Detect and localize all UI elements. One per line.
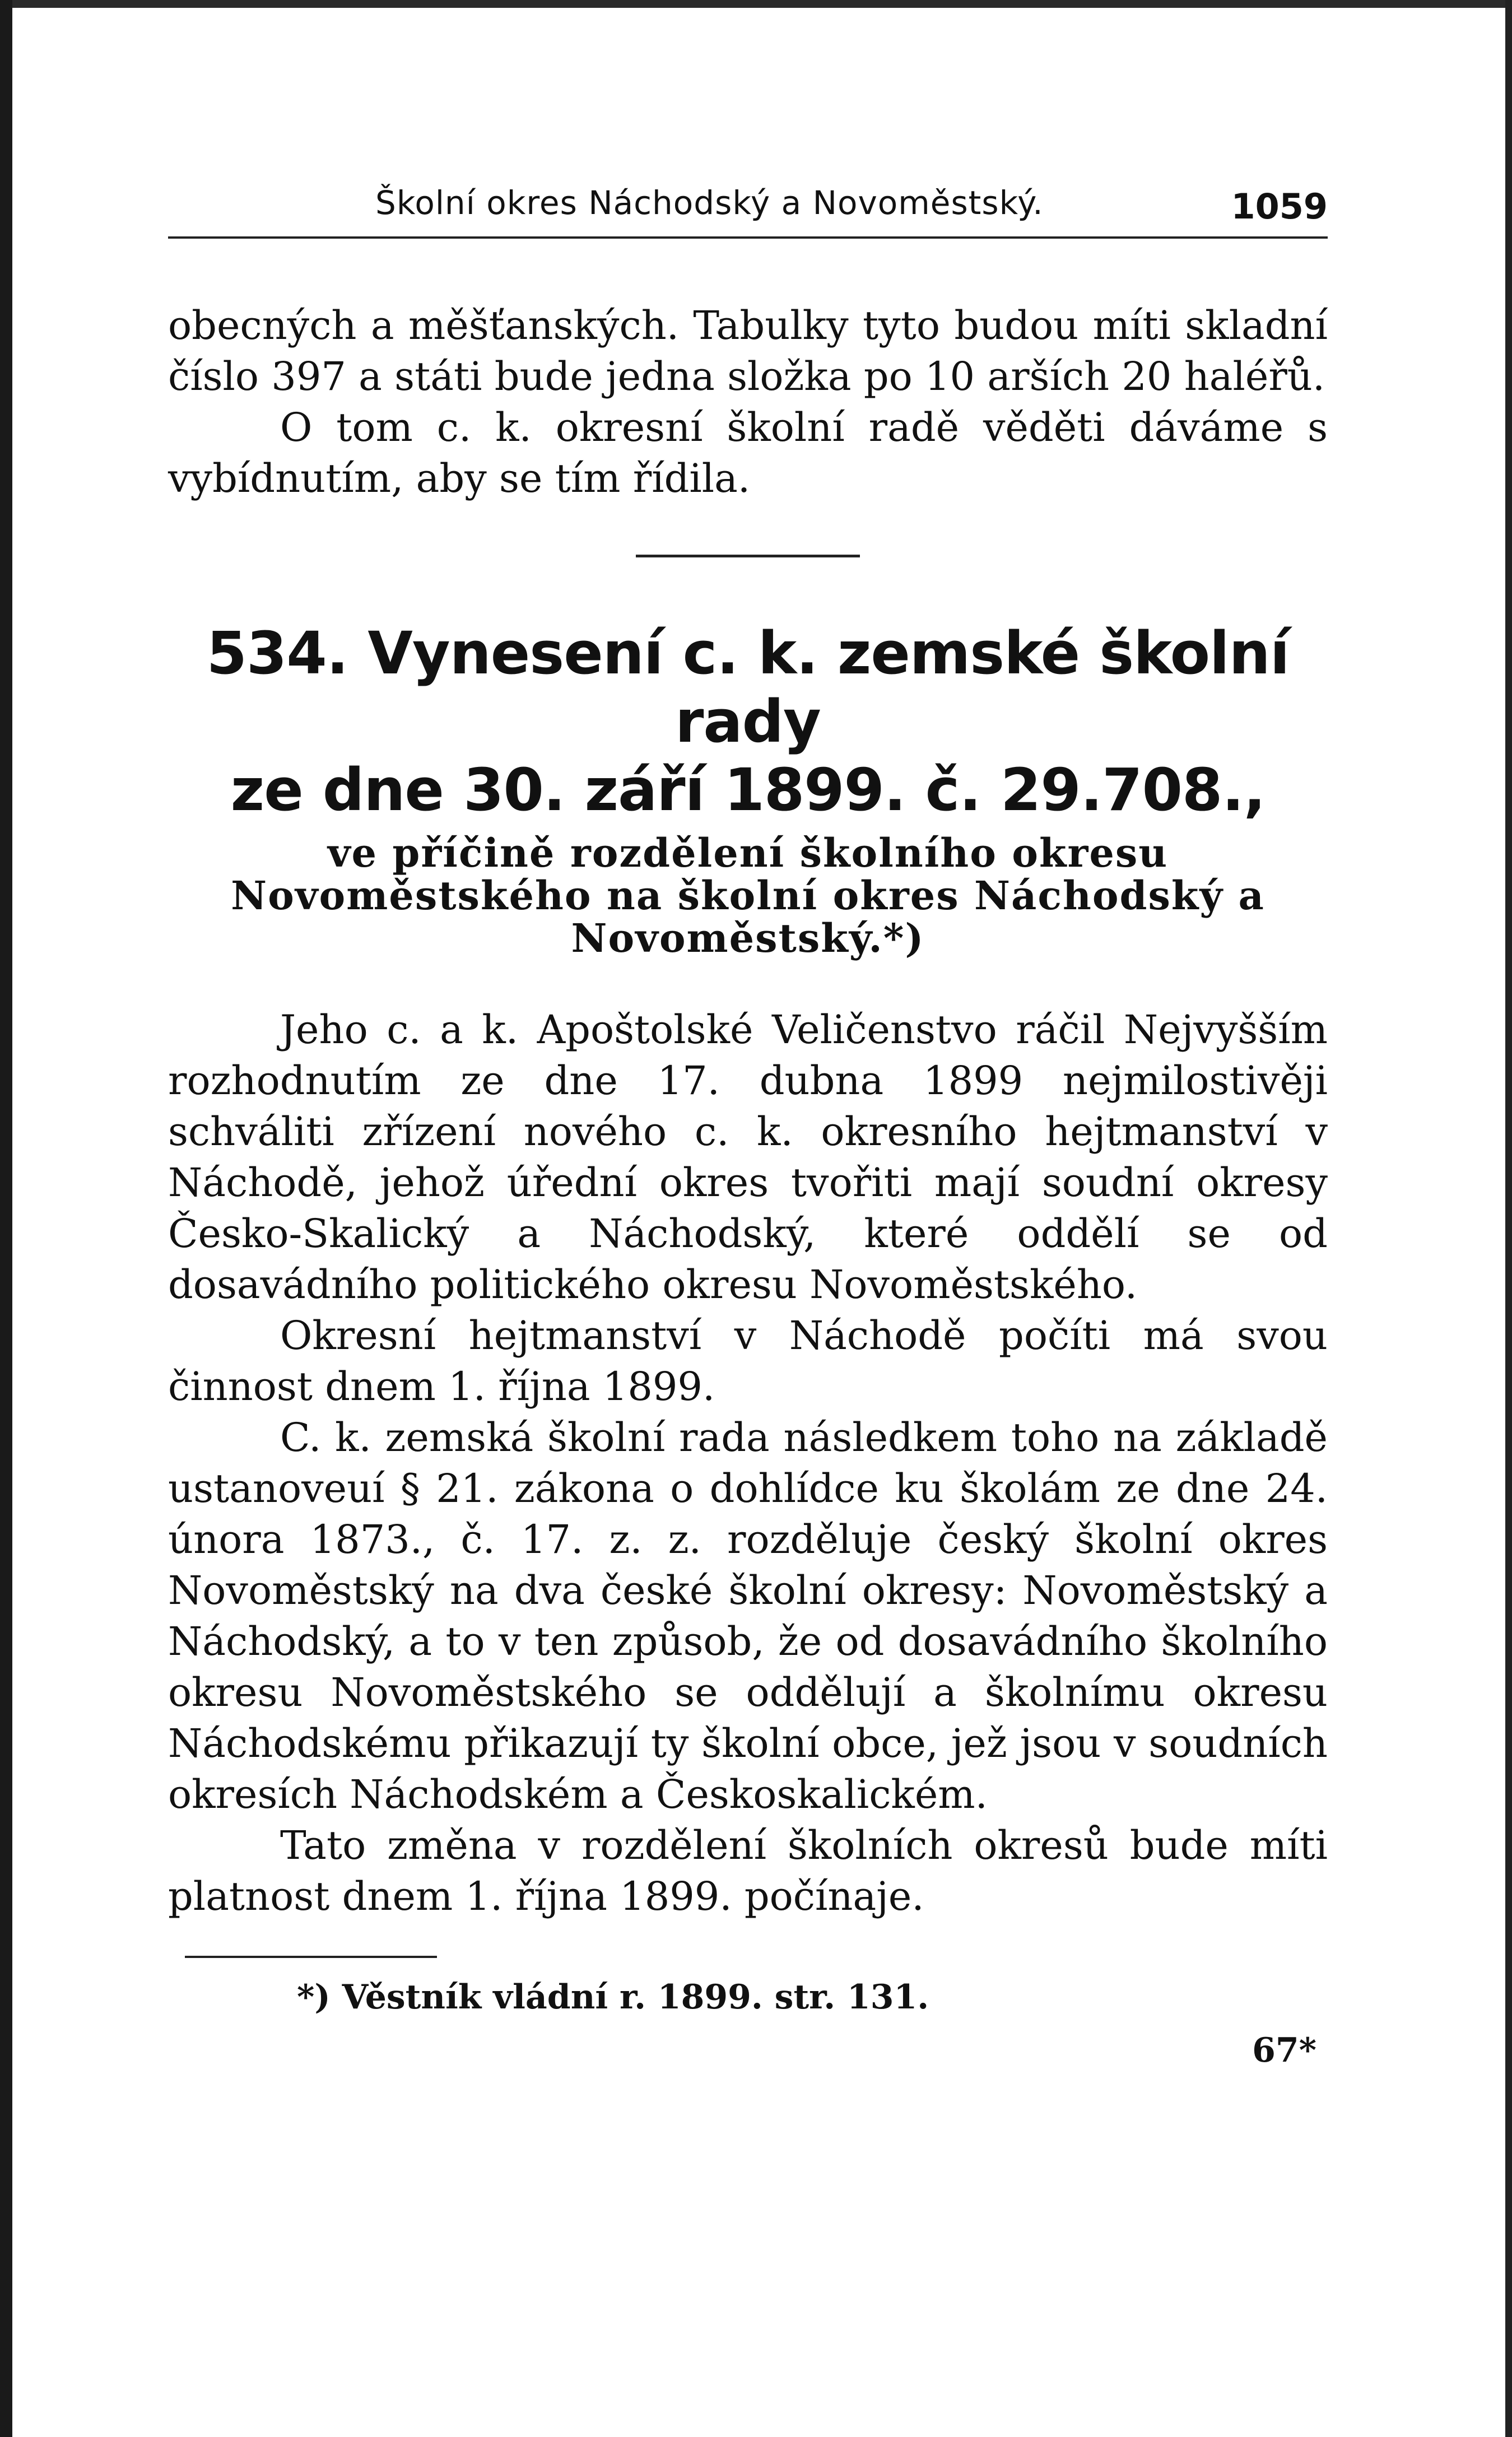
scan-border-left (0, 0, 12, 2437)
body-paragraph-4: Tato změna v rozdělení školních okresů bude míti platnost dnem 1. října 1899. počínaje. (168, 1822, 1328, 1919)
intro-section (168, 300, 1328, 504)
heading-line-2: ze dne 30. září 1899. č. 29.708., (230, 756, 1266, 824)
body-paragraph-2: Okresní hejtmanství v Náchodě počíti má svou činnost dnem 1. října 1899. (168, 1313, 1328, 1410)
scan-border-top (0, 0, 1512, 8)
document-page (168, 168, 1328, 2070)
intro-paragraph-2: O tom c. k. okresní školní radě věděti dáváme s vybídnutím, aby se tím řídila. (168, 404, 1328, 501)
section-separator (636, 555, 860, 557)
page-number: 1059 (1231, 186, 1328, 227)
running-header (168, 168, 1328, 230)
heading-line-1: 534. Vynesení c. k. zemské školní rady (206, 619, 1290, 756)
body-paragraph-3: C. k. zemská školní rada následkem toho na základě ustanoveuí § 21. zákona o dohlídce ku školám ze dne 24. února 1873., č. 17. z. z. rozděluje český školní okres Novoměstský na dva české školní okresy: Novoměstský a Náchodský, a to v ten způsob, že od dosavádního školního okresu Novoměstského se oddělují a školnímu okresu Náchodskému přikazují ty školní obce, jež jsou v soudních okresích Náchodském a Českoskalickém. (168, 1415, 1328, 1817)
scan-border-right (1505, 0, 1512, 2437)
section-heading (168, 619, 1328, 960)
decree-body (168, 1004, 1328, 1922)
section-subheading: ve příčině rozdělení školního okresu Novoměstského na školní okres Náchodský a Novoměstský.*) (231, 830, 1265, 961)
header-rule (168, 236, 1328, 239)
body-paragraph-1: Jeho c. a k. Apoštolské Veličenstvo ráčil Nejvyšším rozhodnutím ze dne 17. dubna 1899 nejmilostivěji schváliti zřízení nového c. k. okresního hejtmanství v Náchodě, jehož úřední okres tvořiti mají soudní okresy Česko-Skalický a Náchodský, které oddělí se od dosavádního politického okresu Novoměstského. (168, 1007, 1328, 1308)
footnote: *) Věstník vládní r. 1899. str. 131. (297, 1978, 929, 2017)
footnote-rule (185, 1956, 437, 1958)
signature-mark: 67* (1252, 2031, 1316, 2070)
running-title: Školní okres Náchodský a Novoměstský. (375, 184, 1044, 222)
intro-paragraph-1: obecných a měšťanských. Tabulky tyto budou míti skladní číslo 397 a státi bude jedna složka po 10 arších 20 haléřů. (168, 303, 1328, 399)
